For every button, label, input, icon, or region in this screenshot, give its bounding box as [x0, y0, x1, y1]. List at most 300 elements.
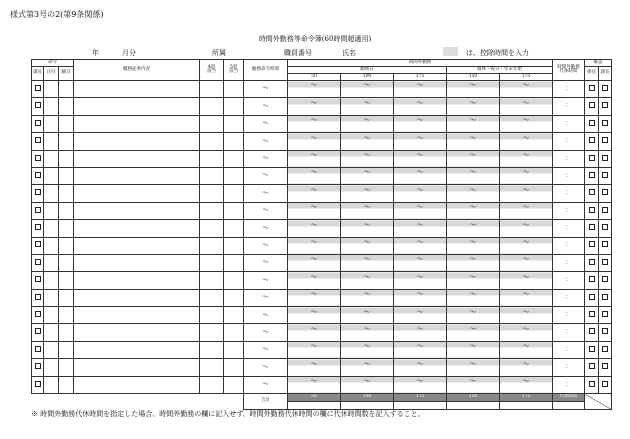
section-chief-check-cell[interactable]	[32, 98, 44, 115]
checkbox[interactable]	[602, 137, 608, 143]
overtime-cell[interactable]	[447, 272, 500, 289]
order-time-cell[interactable]	[244, 185, 288, 202]
clerk-check-cell[interactable]	[585, 150, 599, 167]
overtime-cell[interactable]	[341, 359, 394, 376]
work-content-cell[interactable]	[74, 115, 200, 132]
clerk-check-cell[interactable]	[585, 272, 599, 289]
section-chief-check-cell[interactable]	[32, 324, 44, 341]
checkbox[interactable]	[602, 207, 608, 213]
clerk-check-cell[interactable]	[585, 289, 599, 306]
clerk-check-cell[interactable]	[585, 376, 599, 393]
checkbox[interactable]	[589, 102, 595, 108]
checkbox[interactable]	[589, 381, 595, 387]
overtime-cell[interactable]	[288, 376, 341, 393]
order-time-cell[interactable]	[244, 307, 288, 324]
order-time-cell[interactable]	[244, 376, 288, 393]
overtime-cell[interactable]	[341, 185, 394, 202]
work-content-cell[interactable]	[74, 202, 200, 219]
overtime-cell[interactable]	[341, 202, 394, 219]
overtime-cell[interactable]	[447, 376, 500, 393]
overtime-cell[interactable]	[500, 220, 553, 237]
item4-cell[interactable]	[200, 81, 224, 98]
work-content-cell[interactable]	[74, 307, 200, 324]
overtime-cell[interactable]	[288, 167, 341, 184]
weekday-cell[interactable]	[59, 220, 74, 237]
overtime-cell[interactable]	[500, 167, 553, 184]
item5-cell[interactable]	[224, 237, 244, 254]
item4-cell[interactable]	[200, 307, 224, 324]
weekday-cell[interactable]	[59, 115, 74, 132]
overtime-cell[interactable]	[341, 237, 394, 254]
overtime-cell[interactable]	[500, 359, 553, 376]
overtime-cell[interactable]	[394, 133, 447, 150]
checkbox[interactable]	[602, 224, 608, 230]
overtime-cell[interactable]	[341, 81, 394, 98]
substitute-cell[interactable]	[553, 376, 585, 393]
work-content-cell[interactable]	[74, 167, 200, 184]
date-cell[interactable]	[44, 115, 59, 132]
checkbox[interactable]	[35, 346, 41, 352]
item4-cell[interactable]	[200, 359, 224, 376]
overtime-cell[interactable]	[341, 98, 394, 115]
item4-cell[interactable]	[200, 133, 224, 150]
work-content-cell[interactable]	[74, 237, 200, 254]
order-time-cell[interactable]	[244, 150, 288, 167]
checkbox[interactable]	[35, 224, 41, 230]
overtime-cell[interactable]	[447, 324, 500, 341]
item5-cell[interactable]	[224, 167, 244, 184]
date-cell[interactable]	[44, 81, 59, 98]
overtime-cell[interactable]	[341, 254, 394, 271]
section-chief-check-cell[interactable]	[32, 115, 44, 132]
item5-cell[interactable]	[224, 341, 244, 358]
section-chief-check-cell[interactable]	[32, 272, 44, 289]
item5-cell[interactable]	[224, 376, 244, 393]
weekday-cell[interactable]	[59, 272, 74, 289]
checkbox[interactable]	[602, 155, 608, 161]
overtime-cell[interactable]	[447, 289, 500, 306]
checkbox[interactable]	[35, 328, 41, 334]
chief-check-cell[interactable]	[599, 324, 612, 341]
checkbox[interactable]	[35, 241, 41, 247]
order-time-cell[interactable]	[244, 98, 288, 115]
chief-check-cell[interactable]	[599, 150, 612, 167]
checkbox[interactable]	[35, 381, 41, 387]
substitute-cell[interactable]	[553, 254, 585, 271]
overtime-cell[interactable]	[447, 115, 500, 132]
overtime-cell[interactable]	[447, 341, 500, 358]
overtime-cell[interactable]	[500, 254, 553, 271]
checkbox[interactable]	[602, 276, 608, 282]
checkbox[interactable]	[602, 85, 608, 91]
substitute-cell[interactable]	[553, 115, 585, 132]
overtime-cell[interactable]	[500, 185, 553, 202]
substitute-cell[interactable]	[553, 324, 585, 341]
item4-cell[interactable]	[200, 185, 224, 202]
overtime-cell[interactable]	[288, 254, 341, 271]
checkbox[interactable]	[589, 172, 595, 178]
checkbox[interactable]	[589, 294, 595, 300]
item5-cell[interactable]	[224, 254, 244, 271]
overtime-cell[interactable]	[447, 202, 500, 219]
checkbox[interactable]	[589, 346, 595, 352]
section-chief-check-cell[interactable]	[32, 150, 44, 167]
weekday-cell[interactable]	[59, 185, 74, 202]
work-content-cell[interactable]	[74, 81, 200, 98]
overtime-cell[interactable]	[447, 98, 500, 115]
weekday-cell[interactable]	[59, 150, 74, 167]
item5-cell[interactable]	[224, 115, 244, 132]
clerk-check-cell[interactable]	[585, 307, 599, 324]
date-cell[interactable]	[44, 133, 59, 150]
overtime-cell[interactable]	[500, 272, 553, 289]
clerk-check-cell[interactable]	[585, 359, 599, 376]
overtime-cell[interactable]	[447, 81, 500, 98]
clerk-check-cell[interactable]	[585, 254, 599, 271]
order-time-cell[interactable]	[244, 133, 288, 150]
order-time-cell[interactable]	[244, 324, 288, 341]
substitute-cell[interactable]	[553, 185, 585, 202]
item5-cell[interactable]	[224, 202, 244, 219]
section-chief-check-cell[interactable]	[32, 237, 44, 254]
chief-check-cell[interactable]	[599, 115, 612, 132]
checkbox[interactable]	[602, 294, 608, 300]
checkbox[interactable]	[589, 155, 595, 161]
item4-cell[interactable]	[200, 254, 224, 271]
weekday-cell[interactable]	[59, 202, 74, 219]
item4-cell[interactable]	[200, 115, 224, 132]
substitute-cell[interactable]	[553, 307, 585, 324]
weekday-cell[interactable]	[59, 237, 74, 254]
clerk-check-cell[interactable]	[585, 220, 599, 237]
overtime-cell[interactable]	[394, 307, 447, 324]
checkbox[interactable]	[589, 276, 595, 282]
section-chief-check-cell[interactable]	[32, 185, 44, 202]
overtime-cell[interactable]	[447, 237, 500, 254]
total-value-cell[interactable]	[447, 402, 500, 410]
overtime-cell[interactable]	[394, 202, 447, 219]
checkbox[interactable]	[35, 207, 41, 213]
section-chief-check-cell[interactable]	[32, 81, 44, 98]
overtime-cell[interactable]	[500, 237, 553, 254]
overtime-cell[interactable]	[500, 324, 553, 341]
work-content-cell[interactable]	[74, 272, 200, 289]
order-time-cell[interactable]	[244, 202, 288, 219]
order-time-cell[interactable]	[244, 272, 288, 289]
overtime-cell[interactable]	[394, 237, 447, 254]
total-value-cell[interactable]	[500, 402, 553, 410]
date-cell[interactable]	[44, 237, 59, 254]
order-time-cell[interactable]	[244, 359, 288, 376]
overtime-cell[interactable]	[288, 220, 341, 237]
work-content-cell[interactable]	[74, 133, 200, 150]
section-chief-check-cell[interactable]	[32, 307, 44, 324]
substitute-cell[interactable]	[553, 341, 585, 358]
order-time-cell[interactable]	[244, 341, 288, 358]
overtime-cell[interactable]	[394, 341, 447, 358]
overtime-cell[interactable]	[341, 289, 394, 306]
overtime-cell[interactable]	[341, 307, 394, 324]
work-content-cell[interactable]	[74, 220, 200, 237]
overtime-cell[interactable]	[500, 341, 553, 358]
weekday-cell[interactable]	[59, 254, 74, 271]
overtime-cell[interactable]	[288, 272, 341, 289]
overtime-cell[interactable]	[394, 167, 447, 184]
date-cell[interactable]	[44, 341, 59, 358]
date-cell[interactable]	[44, 220, 59, 237]
work-content-cell[interactable]	[74, 254, 200, 271]
item4-cell[interactable]	[200, 202, 224, 219]
work-content-cell[interactable]	[74, 98, 200, 115]
checkbox[interactable]	[602, 381, 608, 387]
overtime-cell[interactable]	[500, 81, 553, 98]
item5-cell[interactable]	[224, 307, 244, 324]
clerk-check-cell[interactable]	[585, 81, 599, 98]
clerk-check-cell[interactable]	[585, 202, 599, 219]
checkbox[interactable]	[602, 241, 608, 247]
overtime-cell[interactable]	[394, 150, 447, 167]
checkbox[interactable]	[35, 276, 41, 282]
order-time-cell[interactable]	[244, 81, 288, 98]
overtime-cell[interactable]	[394, 98, 447, 115]
checkbox[interactable]	[589, 189, 595, 195]
substitute-cell[interactable]	[553, 272, 585, 289]
checkbox[interactable]	[589, 328, 595, 334]
date-cell[interactable]	[44, 359, 59, 376]
substitute-cell[interactable]	[553, 167, 585, 184]
overtime-cell[interactable]	[288, 185, 341, 202]
item4-cell[interactable]	[200, 167, 224, 184]
weekday-cell[interactable]	[59, 167, 74, 184]
checkbox[interactable]	[602, 328, 608, 334]
section-chief-check-cell[interactable]	[32, 359, 44, 376]
checkbox[interactable]	[35, 137, 41, 143]
work-content-cell[interactable]	[74, 359, 200, 376]
chief-check-cell[interactable]	[599, 185, 612, 202]
checkbox[interactable]	[602, 120, 608, 126]
checkbox[interactable]	[35, 155, 41, 161]
overtime-cell[interactable]	[288, 289, 341, 306]
item5-cell[interactable]	[224, 133, 244, 150]
item4-cell[interactable]	[200, 376, 224, 393]
overtime-cell[interactable]	[500, 289, 553, 306]
checkbox[interactable]	[589, 311, 595, 317]
overtime-cell[interactable]	[394, 272, 447, 289]
date-cell[interactable]	[44, 307, 59, 324]
item4-cell[interactable]	[200, 324, 224, 341]
weekday-cell[interactable]	[59, 324, 74, 341]
item5-cell[interactable]	[224, 324, 244, 341]
checkbox[interactable]	[35, 363, 41, 369]
item5-cell[interactable]	[224, 98, 244, 115]
overtime-cell[interactable]	[288, 150, 341, 167]
weekday-cell[interactable]	[59, 133, 74, 150]
checkbox[interactable]	[35, 189, 41, 195]
substitute-cell[interactable]	[553, 359, 585, 376]
overtime-cell[interactable]	[500, 115, 553, 132]
overtime-cell[interactable]	[394, 81, 447, 98]
chief-check-cell[interactable]	[599, 202, 612, 219]
checkbox[interactable]	[35, 259, 41, 265]
section-chief-check-cell[interactable]	[32, 289, 44, 306]
overtime-cell[interactable]	[341, 150, 394, 167]
checkbox[interactable]	[602, 172, 608, 178]
checkbox[interactable]	[602, 363, 608, 369]
substitute-cell[interactable]	[553, 133, 585, 150]
overtime-cell[interactable]	[394, 376, 447, 393]
overtime-cell[interactable]	[341, 220, 394, 237]
chief-check-cell[interactable]	[599, 220, 612, 237]
checkbox[interactable]	[602, 346, 608, 352]
item4-cell[interactable]	[200, 289, 224, 306]
item4-cell[interactable]	[200, 272, 224, 289]
item4-cell[interactable]	[200, 150, 224, 167]
clerk-check-cell[interactable]	[585, 341, 599, 358]
overtime-cell[interactable]	[447, 220, 500, 237]
substitute-cell[interactable]	[553, 237, 585, 254]
overtime-cell[interactable]	[394, 220, 447, 237]
overtime-cell[interactable]	[288, 81, 341, 98]
checkbox[interactable]	[35, 311, 41, 317]
date-cell[interactable]	[44, 289, 59, 306]
checkbox[interactable]	[589, 224, 595, 230]
overtime-cell[interactable]	[394, 359, 447, 376]
date-cell[interactable]	[44, 376, 59, 393]
weekday-cell[interactable]	[59, 307, 74, 324]
order-time-cell[interactable]	[244, 115, 288, 132]
checkbox[interactable]	[35, 85, 41, 91]
clerk-check-cell[interactable]	[585, 237, 599, 254]
date-cell[interactable]	[44, 98, 59, 115]
checkbox[interactable]	[602, 102, 608, 108]
chief-check-cell[interactable]	[599, 359, 612, 376]
checkbox[interactable]	[602, 189, 608, 195]
section-chief-check-cell[interactable]	[32, 376, 44, 393]
total-value-cell[interactable]	[553, 402, 585, 410]
clerk-check-cell[interactable]	[585, 133, 599, 150]
checkbox[interactable]	[35, 102, 41, 108]
chief-check-cell[interactable]	[599, 133, 612, 150]
item4-cell[interactable]	[200, 237, 224, 254]
clerk-check-cell[interactable]	[585, 167, 599, 184]
checkbox[interactable]	[602, 311, 608, 317]
checkbox[interactable]	[602, 259, 608, 265]
date-cell[interactable]	[44, 254, 59, 271]
section-chief-check-cell[interactable]	[32, 341, 44, 358]
overtime-cell[interactable]	[288, 133, 341, 150]
overtime-cell[interactable]	[394, 254, 447, 271]
weekday-cell[interactable]	[59, 289, 74, 306]
item4-cell[interactable]	[200, 220, 224, 237]
overtime-cell[interactable]	[288, 324, 341, 341]
date-cell[interactable]	[44, 272, 59, 289]
item5-cell[interactable]	[224, 81, 244, 98]
date-cell[interactable]	[44, 202, 59, 219]
chief-check-cell[interactable]	[599, 376, 612, 393]
order-time-cell[interactable]	[244, 220, 288, 237]
date-cell[interactable]	[44, 185, 59, 202]
work-content-cell[interactable]	[74, 376, 200, 393]
substitute-cell[interactable]	[553, 289, 585, 306]
overtime-cell[interactable]	[288, 341, 341, 358]
overtime-cell[interactable]	[341, 272, 394, 289]
overtime-cell[interactable]	[500, 133, 553, 150]
date-cell[interactable]	[44, 324, 59, 341]
overtime-cell[interactable]	[500, 307, 553, 324]
order-time-cell[interactable]	[244, 167, 288, 184]
overtime-cell[interactable]	[447, 254, 500, 271]
chief-check-cell[interactable]	[599, 98, 612, 115]
clerk-check-cell[interactable]	[585, 185, 599, 202]
overtime-cell[interactable]	[500, 98, 553, 115]
overtime-cell[interactable]	[447, 359, 500, 376]
section-chief-check-cell[interactable]	[32, 202, 44, 219]
checkbox[interactable]	[35, 120, 41, 126]
clerk-check-cell[interactable]	[585, 98, 599, 115]
substitute-cell[interactable]	[553, 202, 585, 219]
weekday-cell[interactable]	[59, 359, 74, 376]
overtime-cell[interactable]	[341, 115, 394, 132]
overtime-cell[interactable]	[341, 167, 394, 184]
overtime-cell[interactable]	[288, 202, 341, 219]
overtime-cell[interactable]	[288, 307, 341, 324]
chief-check-cell[interactable]	[599, 341, 612, 358]
chief-check-cell[interactable]	[599, 272, 612, 289]
overtime-cell[interactable]	[447, 167, 500, 184]
weekday-cell[interactable]	[59, 341, 74, 358]
overtime-cell[interactable]	[447, 133, 500, 150]
work-content-cell[interactable]	[74, 324, 200, 341]
chief-check-cell[interactable]	[599, 167, 612, 184]
item5-cell[interactable]	[224, 289, 244, 306]
overtime-cell[interactable]	[394, 289, 447, 306]
section-chief-check-cell[interactable]	[32, 254, 44, 271]
overtime-cell[interactable]	[341, 133, 394, 150]
overtime-cell[interactable]	[500, 150, 553, 167]
overtime-cell[interactable]	[500, 376, 553, 393]
checkbox[interactable]	[589, 85, 595, 91]
overtime-cell[interactable]	[447, 150, 500, 167]
item5-cell[interactable]	[224, 359, 244, 376]
overtime-cell[interactable]	[394, 324, 447, 341]
item4-cell[interactable]	[200, 98, 224, 115]
substitute-cell[interactable]	[553, 220, 585, 237]
chief-check-cell[interactable]	[599, 81, 612, 98]
overtime-cell[interactable]	[447, 307, 500, 324]
item5-cell[interactable]	[224, 185, 244, 202]
order-time-cell[interactable]	[244, 237, 288, 254]
overtime-cell[interactable]	[288, 115, 341, 132]
checkbox[interactable]	[589, 120, 595, 126]
checkbox[interactable]	[589, 259, 595, 265]
substitute-cell[interactable]	[553, 98, 585, 115]
work-content-cell[interactable]	[74, 150, 200, 167]
work-content-cell[interactable]	[74, 185, 200, 202]
date-cell[interactable]	[44, 150, 59, 167]
overtime-cell[interactable]	[341, 341, 394, 358]
checkbox[interactable]	[589, 363, 595, 369]
section-chief-check-cell[interactable]	[32, 167, 44, 184]
checkbox[interactable]	[35, 294, 41, 300]
order-time-cell[interactable]	[244, 254, 288, 271]
overtime-cell[interactable]	[288, 359, 341, 376]
overtime-cell[interactable]	[341, 376, 394, 393]
substitute-cell[interactable]	[553, 150, 585, 167]
chief-check-cell[interactable]	[599, 254, 612, 271]
substitute-cell[interactable]	[553, 81, 585, 98]
section-chief-check-cell[interactable]	[32, 220, 44, 237]
checkbox[interactable]	[589, 137, 595, 143]
